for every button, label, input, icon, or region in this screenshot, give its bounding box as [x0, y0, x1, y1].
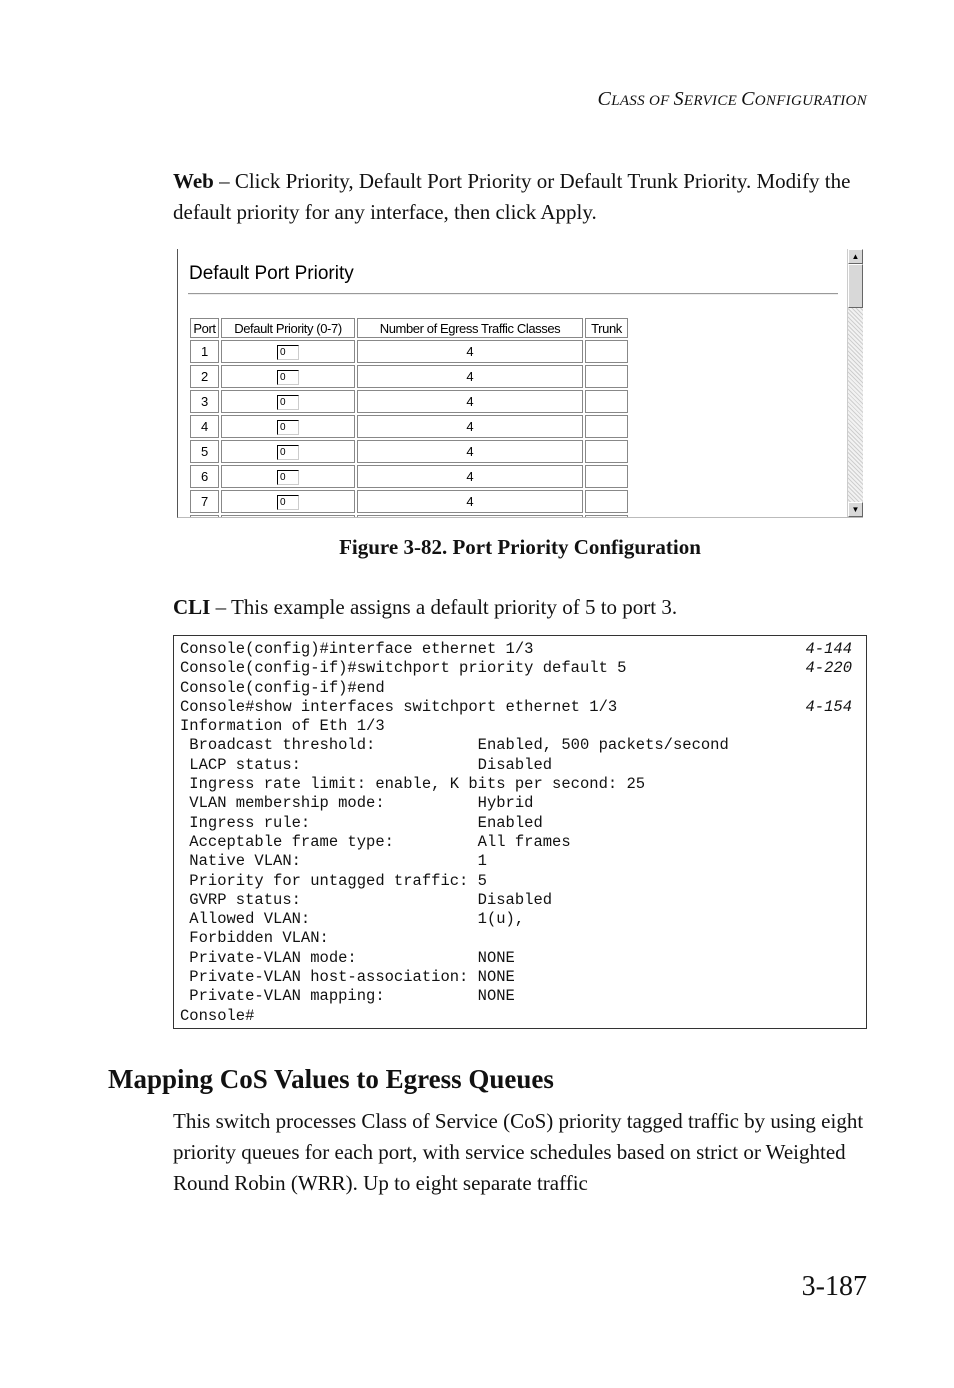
classes-cell: 4 — [357, 390, 583, 413]
code-line: Forbidden VLAN: — [180, 929, 329, 948]
table-row — [190, 440, 628, 463]
cli-text: – This example assigns a default priority of 5 to port 3. — [210, 595, 678, 619]
page-number: 3-187 — [801, 1271, 867, 1302]
code-line: Console(config)#interface ethernet 1/3 4-144 — [180, 640, 852, 658]
col-header-egress-classes: Number of Egress Traffic Classes — [357, 318, 583, 338]
priority-input[interactable]: 0 — [277, 395, 299, 410]
cli-code-block — [173, 635, 867, 1029]
port-priority-table — [188, 316, 630, 518]
classes-cell: 4 — [357, 340, 583, 363]
header-part-3: CONFIGURATION — [741, 88, 867, 110]
scroll-up-arrow-icon[interactable]: ▲ — [848, 249, 863, 264]
col-header-default-priority: Default Priority (0-7) — [221, 318, 355, 338]
code-line: Native VLAN: 1 — [180, 852, 487, 871]
code-line: Private-VLAN host-association: NONE — [180, 968, 515, 987]
trunk-cell — [585, 415, 628, 438]
classes-cell: 4 — [357, 365, 583, 388]
code-line: Console#show interfaces switchport ethernet 1/3 4-154 — [180, 697, 852, 716]
vertical-scrollbar[interactable] — [847, 249, 863, 517]
priority-cell — [221, 415, 355, 438]
trunk-cell — [585, 465, 628, 488]
port-cell: 2 — [190, 365, 219, 388]
priority-cell — [221, 390, 355, 413]
table-row — [190, 490, 628, 513]
header-part-2: SERVICE — [673, 88, 742, 110]
trunk-cell — [585, 365, 628, 388]
code-line: Allowed VLAN: 1(u), — [180, 910, 525, 929]
code-ref: 4-154 — [805, 697, 852, 716]
port-cell: 7 — [190, 490, 219, 513]
trunk-cell — [585, 390, 628, 413]
trunk-cell — [585, 490, 628, 513]
code-line: Priority for untagged traffic: 5 — [180, 871, 487, 890]
code-ref: 4-144 — [805, 640, 852, 658]
port-cell: 5 — [190, 440, 219, 463]
code-line: Acceptable frame type: All frames — [180, 832, 571, 851]
code-line: Ingress rate limit: enable, K bits per second: 25 — [180, 775, 646, 794]
priority-cell — [221, 440, 355, 463]
code-ref: 4-220 — [805, 659, 852, 678]
code-line: Console(config-if)#end — [180, 678, 385, 697]
table-row — [190, 365, 628, 388]
figure-caption: Figure 3-82. Port Priority Configuration — [339, 535, 701, 559]
code-line: Ingress rule: Enabled — [180, 813, 543, 832]
table-row — [190, 415, 628, 438]
code-line: Information of Eth 1/3 — [180, 717, 385, 736]
code-line: Console(config-if)#switchport priority default 5 4-220 — [180, 659, 852, 678]
screenshot-title: Default Port Priority — [189, 263, 354, 284]
table-row-partial — [190, 515, 628, 518]
scroll-down-arrow-icon[interactable]: ▼ — [848, 502, 863, 517]
priority-cell — [221, 465, 355, 488]
scroll-thumb[interactable] — [848, 264, 863, 308]
priority-cell — [221, 340, 355, 363]
table-row — [190, 390, 628, 413]
classes-cell: 4 — [357, 490, 583, 513]
trunk-cell — [585, 440, 628, 463]
col-header-trunk: Trunk — [585, 318, 628, 338]
priority-input[interactable]: 0 — [277, 495, 299, 510]
web-instructions — [173, 166, 873, 228]
header-part-1: CLASS OF — [597, 88, 674, 110]
cli-instructions — [173, 592, 873, 623]
port-cell: 1 — [190, 340, 219, 363]
col-header-port: Port — [190, 318, 219, 338]
priority-input[interactable]: 0 — [277, 470, 299, 485]
port-cell: 6 — [190, 465, 219, 488]
priority-cell — [221, 365, 355, 388]
code-line: VLAN membership mode: Hybrid — [180, 794, 534, 813]
cli-label: CLI — [173, 595, 211, 619]
classes-cell: 4 — [357, 440, 583, 463]
priority-input[interactable]: 0 — [277, 420, 299, 435]
port-cell: 4 — [190, 415, 219, 438]
classes-cell: 4 — [357, 415, 583, 438]
section-body: This switch processes Class of Service (CoS) priority tagged traffic by using eight priority queues for each port, with service schedules based on strict or Weighted Round Robin (WRR). Up to eight separate traffic — [173, 1109, 864, 1195]
section-heading: Mapping CoS Values to Egress Queues — [108, 1064, 554, 1094]
code-line: GVRP status: Disabled — [180, 890, 553, 909]
web-screenshot — [177, 249, 863, 518]
code-line: Console# — [180, 1006, 255, 1025]
table-header-row — [190, 318, 628, 338]
code-line: LACP status: Disabled — [180, 755, 553, 774]
priority-input[interactable]: 0 — [277, 370, 299, 385]
priority-cell — [221, 490, 355, 513]
port-cell: 3 — [190, 390, 219, 413]
table-row — [190, 340, 628, 363]
classes-cell: 4 — [357, 465, 583, 488]
web-label: Web — [173, 169, 214, 193]
trunk-cell — [585, 340, 628, 363]
table-row — [190, 465, 628, 488]
running-header — [598, 88, 867, 111]
title-divider — [188, 293, 838, 295]
web-text: – Click Priority, Default Port Priority or Default Trunk Priority. Modify the default priority for any interface, then click Apply. — [173, 169, 851, 224]
code-line: Private-VLAN mapping: NONE — [180, 987, 515, 1006]
code-line: Private-VLAN mode: NONE — [180, 948, 515, 967]
priority-input[interactable]: 0 — [277, 345, 299, 360]
priority-input[interactable]: 0 — [277, 445, 299, 460]
code-line: Broadcast threshold: Enabled, 500 packets/second — [180, 736, 729, 755]
